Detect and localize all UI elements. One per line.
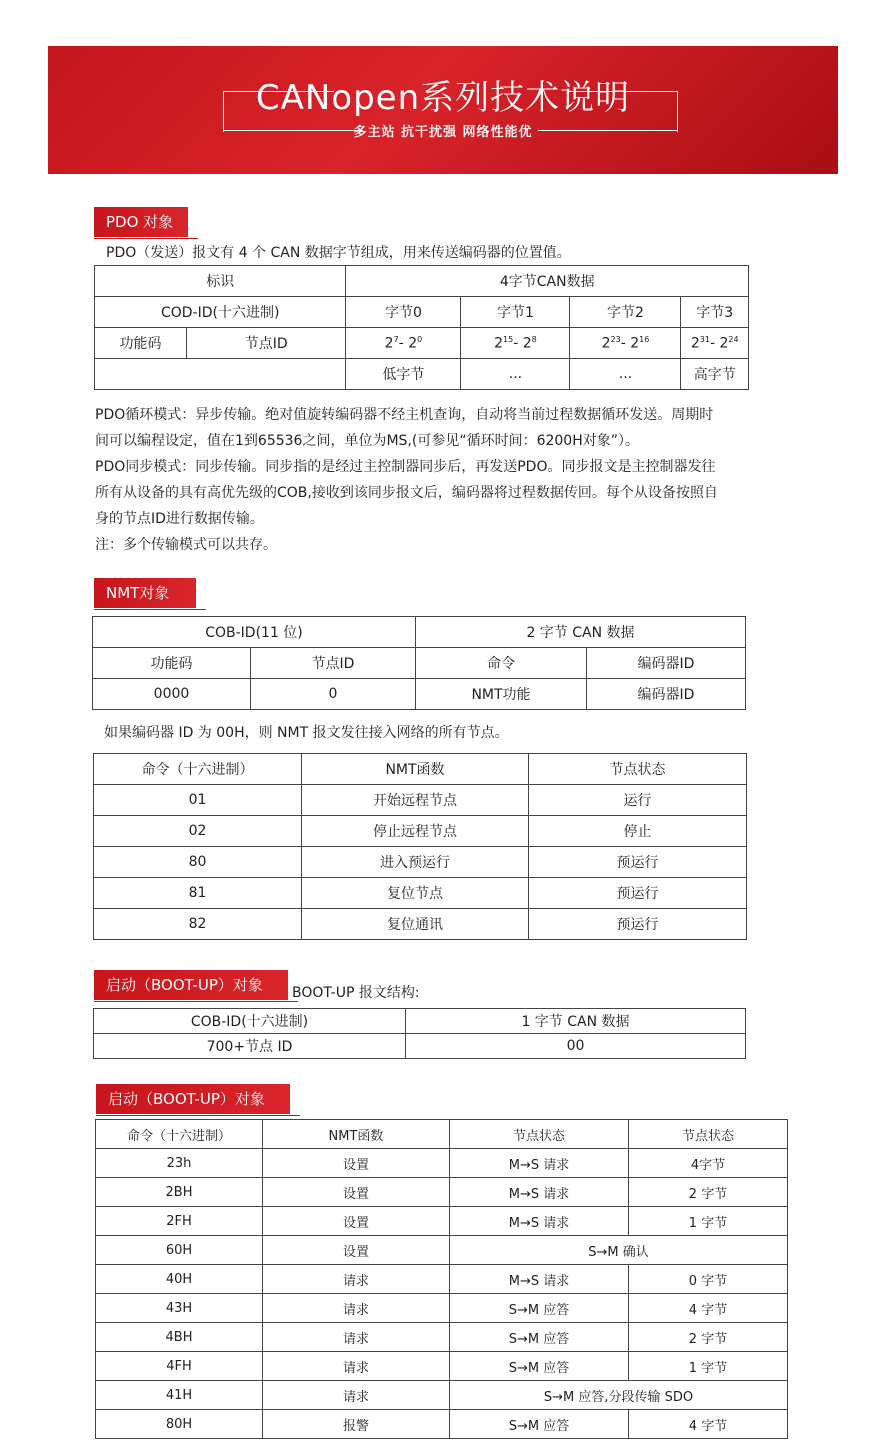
sdo-cell: 设置 bbox=[263, 1236, 450, 1265]
cmd-cell: 82 bbox=[94, 909, 302, 940]
cmd-cell: 01 bbox=[94, 785, 302, 816]
sdo-cell: M→S 请求 bbox=[450, 1265, 629, 1294]
nmt-cell-command: 命令 bbox=[416, 648, 587, 679]
sdo-cell: 4字节 bbox=[629, 1149, 788, 1178]
pdo-intro: PDO（发送）报文有 4 个 CAN 数据字节组成，用来传送编码器的位置值。 bbox=[106, 245, 571, 261]
table-row bbox=[96, 1178, 788, 1207]
pdo-para-1: PDO循环模式：异步传输。绝对值旋转编码器不经主机查询，自动将当前过程数据循环发送。周期时 bbox=[95, 407, 714, 423]
cmd-cell: 停止 bbox=[529, 816, 747, 847]
boot-cell-data-val: 00 bbox=[406, 1034, 746, 1059]
boot-cell-cobid: COB-ID(十六进制) bbox=[94, 1009, 406, 1034]
nmt-cell-command-val: NMT功能 bbox=[416, 679, 587, 710]
table-row bbox=[94, 816, 747, 847]
boot-section-tag: 启动（BOOT-UP）对象 bbox=[94, 970, 288, 1000]
sdo-cell: 4FH bbox=[96, 1352, 263, 1381]
table-row bbox=[96, 1294, 788, 1323]
cmd-cell: 运行 bbox=[529, 785, 747, 816]
table-row bbox=[96, 1149, 788, 1178]
pdo-table bbox=[94, 265, 749, 390]
pdo-para-4: 所有从设备的具有高优先级的COB,接收到该同步报文后，编码器将过程数据传回。每个从设备按照自 bbox=[95, 485, 718, 501]
cmd-cell: 开始远程节点 bbox=[302, 785, 529, 816]
nmt-section-tag: NMT对象 bbox=[94, 578, 196, 608]
table-row bbox=[96, 1352, 788, 1381]
sdo-cell: 2 字节 bbox=[629, 1178, 788, 1207]
cmd-cell: 复位通讯 bbox=[302, 909, 529, 940]
cmd-cell: 进入预运行 bbox=[302, 847, 529, 878]
boot-cell-data: 1 字节 CAN 数据 bbox=[406, 1009, 746, 1034]
cmd-header-state: 节点状态 bbox=[529, 754, 747, 785]
sdo-cell: 4BH bbox=[96, 1323, 263, 1352]
sdo-header-function: NMT函数 bbox=[263, 1120, 450, 1149]
table-row bbox=[96, 1410, 788, 1439]
cmd-header-function: NMT函数 bbox=[302, 754, 529, 785]
banner-subtitle: 多主站 抗干扰强 网络性能优 bbox=[353, 125, 533, 140]
nmt-cell-cobid: COB-ID(11 位) bbox=[93, 617, 416, 648]
sdo-cell: 0 字节 bbox=[629, 1265, 788, 1294]
sdo-cell: 请求 bbox=[263, 1352, 450, 1381]
cmd-cell: 预运行 bbox=[529, 909, 747, 940]
sdo-header-command: 命令（十六进制） bbox=[96, 1120, 263, 1149]
nmt-cell-funccode-val: 0000 bbox=[93, 679, 251, 710]
pdo-cell-byte0: 字节0 bbox=[346, 297, 461, 328]
sdo-cell: 41H bbox=[96, 1381, 263, 1410]
sdo-cell: 23h bbox=[96, 1149, 263, 1178]
sdo-cell: S→M 应答,分段传输 SDO bbox=[450, 1381, 788, 1410]
pdo-cell-nodeid: 节点ID bbox=[187, 328, 346, 359]
nmt-command-table bbox=[93, 753, 747, 940]
pdo-section-tag: PDO 对象 bbox=[94, 207, 188, 237]
pdo-cell-funccode: 功能码 bbox=[95, 328, 187, 359]
pdo-cell-ellipsis1: ... bbox=[461, 359, 570, 390]
cmd-cell: 02 bbox=[94, 816, 302, 847]
sdo-cell: 1 字节 bbox=[629, 1352, 788, 1381]
table-row bbox=[96, 1207, 788, 1236]
sdo-cell: 请求 bbox=[263, 1323, 450, 1352]
sdo-cell: M→S 请求 bbox=[450, 1178, 629, 1207]
nmt-cell-encoderid: 编码器ID bbox=[587, 648, 746, 679]
sdo-cell: 报警 bbox=[263, 1410, 450, 1439]
sdo-cell: 请求 bbox=[263, 1381, 450, 1410]
pdo-cell-byte1: 字节1 bbox=[461, 297, 570, 328]
cmd-cell: 81 bbox=[94, 878, 302, 909]
cmd-cell: 复位节点 bbox=[302, 878, 529, 909]
sdo-cell: S→M 应答 bbox=[450, 1294, 629, 1323]
sdo-cell: 设置 bbox=[263, 1178, 450, 1207]
boot-table bbox=[93, 1008, 746, 1059]
pdo-cell-cobid: COD-ID(十六进制) bbox=[95, 297, 346, 328]
cmd-header-command: 命令（十六进制） bbox=[94, 754, 302, 785]
sdo-cell: 2 字节 bbox=[629, 1323, 788, 1352]
table-row bbox=[94, 878, 747, 909]
sdo-cell: 60H bbox=[96, 1236, 263, 1265]
sdo-header-state: 节点状态 bbox=[450, 1120, 629, 1149]
table-row bbox=[94, 909, 747, 940]
sdo-cell: 请求 bbox=[263, 1265, 450, 1294]
sdo-cell: M→S 请求 bbox=[450, 1149, 629, 1178]
sdo-cell: 设置 bbox=[263, 1149, 450, 1178]
sdo-cell: S→M 应答 bbox=[450, 1352, 629, 1381]
pdo-para-5: 身的节点ID进行数据传输。 bbox=[95, 511, 264, 527]
sdo-cell: 4 字节 bbox=[629, 1294, 788, 1323]
pdo-cell-ellipsis2: ... bbox=[570, 359, 681, 390]
cmd-cell: 停止远程节点 bbox=[302, 816, 529, 847]
boot-label: BOOT-UP 报文结构: bbox=[292, 985, 420, 1001]
banner-title: CANopen系列技术说明 bbox=[255, 78, 631, 118]
table-row bbox=[96, 1236, 788, 1265]
pdo-para-6: 注：多个传输模式可以共存。 bbox=[95, 537, 277, 553]
pdo-cell-bits2: $2^{23}-$ $2^{16}$ bbox=[570, 328, 681, 359]
nmt-cell-nodeid: 节点ID bbox=[251, 648, 416, 679]
pdo-cell-lowbyte: 低字节 bbox=[346, 359, 461, 390]
sdo-cell: M→S 请求 bbox=[450, 1207, 629, 1236]
table-row bbox=[94, 847, 747, 878]
cmd-cell: 预运行 bbox=[529, 847, 747, 878]
sdo-cell: S→M 确认 bbox=[450, 1236, 788, 1265]
sdo-cell: 40H bbox=[96, 1265, 263, 1294]
pdo-cell-highbyte: 高字节 bbox=[681, 359, 749, 390]
nmt-cell-encoderid-val: 编码器ID bbox=[587, 679, 746, 710]
sdo-cell: 1 字节 bbox=[629, 1207, 788, 1236]
table-row bbox=[94, 785, 747, 816]
sdo-cell: 2BH bbox=[96, 1178, 263, 1207]
nmt-table bbox=[92, 616, 746, 710]
pdo-cell-bits0: $2^7-$ $2^0$ bbox=[346, 328, 461, 359]
sdo-cell: 请求 bbox=[263, 1294, 450, 1323]
pdo-cell-byte3: 字节3 bbox=[681, 297, 749, 328]
nmt-cell-nodeid-val: 0 bbox=[251, 679, 416, 710]
pdo-para-3: PDO同步模式：同步传输。同步指的是经过主控制器同步后，再发送PDO。同步报文是主控制器发往 bbox=[95, 459, 716, 475]
sdo-cell: 80H bbox=[96, 1410, 263, 1439]
sdo-cell: 设置 bbox=[263, 1207, 450, 1236]
sdo-table bbox=[95, 1119, 788, 1439]
table-row bbox=[96, 1323, 788, 1352]
cmd-cell: 80 bbox=[94, 847, 302, 878]
boot-cell-cobid-val: 700+节点 ID bbox=[94, 1034, 406, 1059]
pdo-cell-id-header: 标识 bbox=[95, 266, 346, 297]
pdo-cell-bits3: $2^{31}-$ $2^{24}$ bbox=[681, 328, 749, 359]
sdo-cell: S→M 应答 bbox=[450, 1410, 629, 1439]
pdo-cell-bits1: $2^{15}-$ $2^8$ bbox=[461, 328, 570, 359]
pdo-cell-empty bbox=[95, 359, 346, 390]
table-row bbox=[96, 1265, 788, 1294]
sdo-cell: 2FH bbox=[96, 1207, 263, 1236]
cmd-cell: 预运行 bbox=[529, 878, 747, 909]
header-banner bbox=[48, 46, 838, 174]
nmt-cell-funccode: 功能码 bbox=[93, 648, 251, 679]
sdo-cell: S→M 应答 bbox=[450, 1323, 629, 1352]
sdo-section-tag: 启动（BOOT-UP）对象 bbox=[96, 1084, 290, 1114]
pdo-cell-byte2: 字节2 bbox=[570, 297, 681, 328]
pdo-para-2: 间可以编程设定，值在1到65536之间，单位为MS,(可参见“循环时间：6200H对象”）。 bbox=[95, 433, 639, 449]
nmt-note: 如果编码器 ID 为 00H，则 NMT 报文发往接入网络的所有节点。 bbox=[104, 725, 509, 741]
sdo-cell: 43H bbox=[96, 1294, 263, 1323]
sdo-cell: 4 字节 bbox=[629, 1410, 788, 1439]
sdo-header-state-2: 节点状态 bbox=[629, 1120, 788, 1149]
pdo-cell-data-header: 4字节CAN数据 bbox=[346, 266, 749, 297]
nmt-cell-data: 2 字节 CAN 数据 bbox=[416, 617, 746, 648]
table-row bbox=[96, 1381, 788, 1410]
